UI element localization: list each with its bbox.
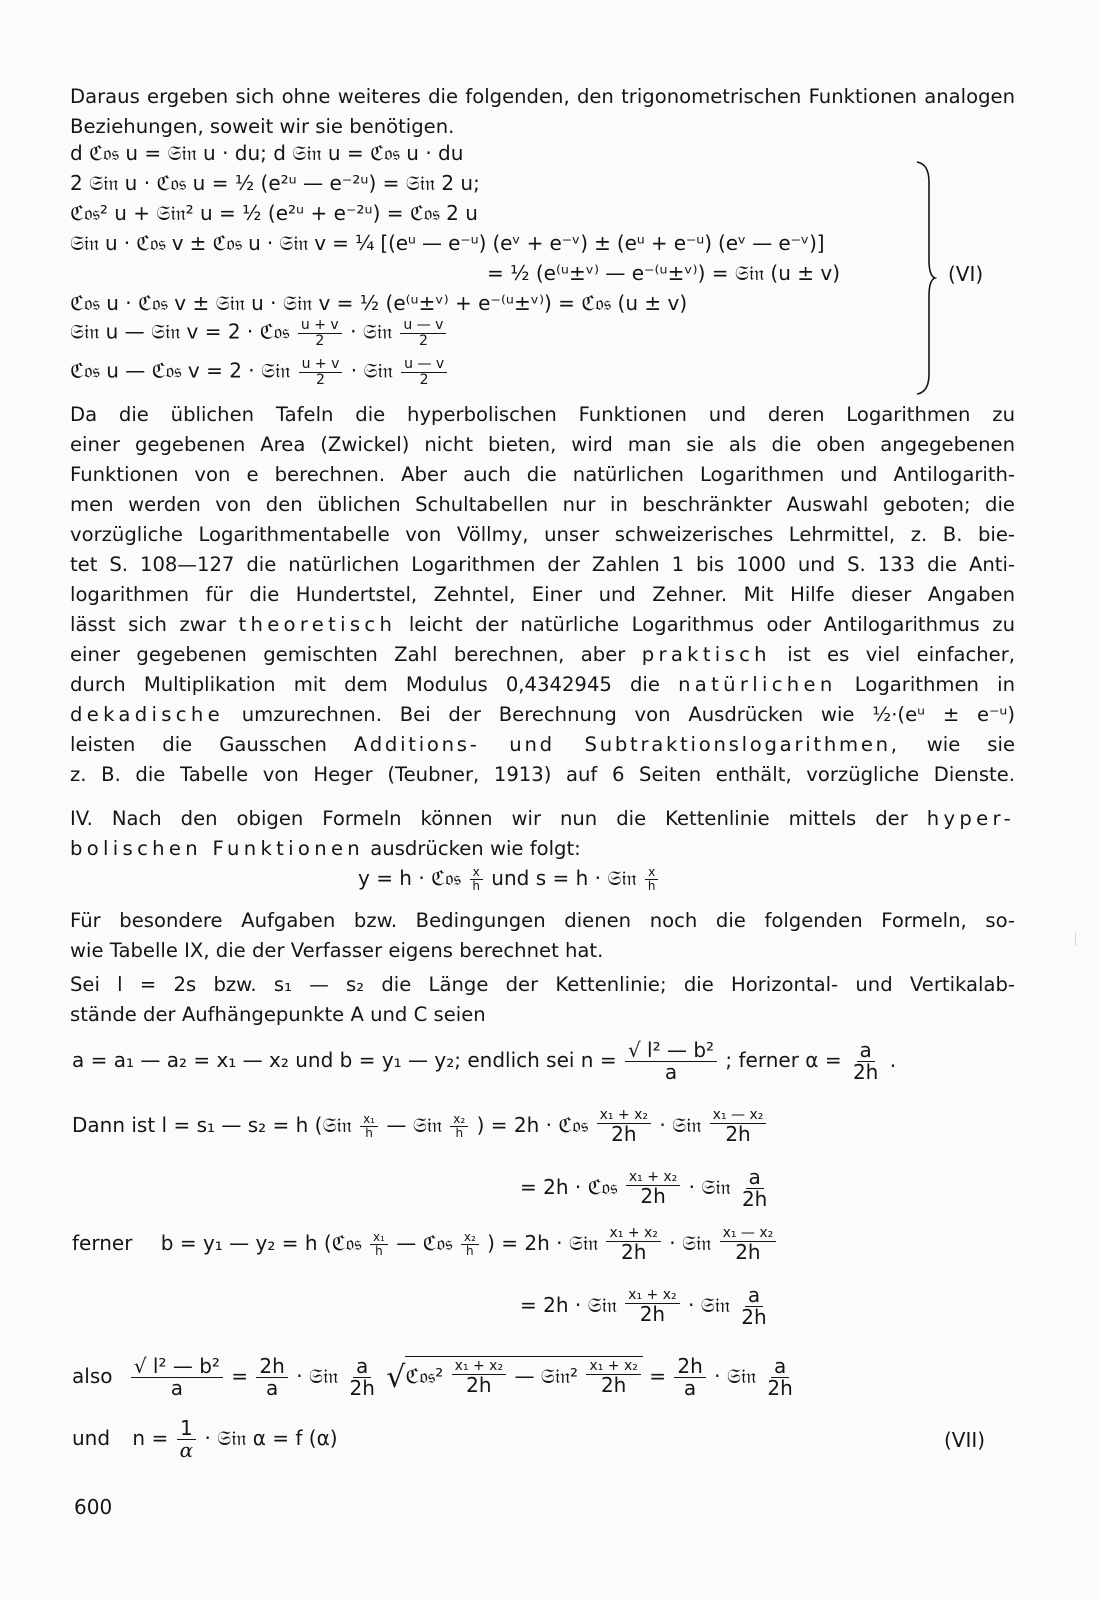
fraction-sum	[626, 1170, 680, 1207]
text-line: Für besondere Aufgaben bzw. Bedingungen dienen noch die folgenden Formeln, so-	[70, 909, 1015, 932]
radical-sign-icon: √	[386, 1360, 406, 1395]
fraction-u-minus-v	[400, 318, 446, 348]
equation-label-vii: (VII)	[944, 1428, 986, 1452]
numerator: a	[745, 1285, 763, 1307]
text-run: wie sie	[899, 733, 1015, 756]
numerator: a	[353, 1356, 371, 1378]
denominator: h	[375, 1243, 383, 1258]
denominator: 2h	[639, 1301, 666, 1326]
text-line: Da die üblichen Tafeln die hyperbolischen Funktionen und deren Logarithmen zu	[70, 403, 1015, 426]
denominator: a	[683, 1376, 697, 1400]
text-line	[70, 700, 1015, 730]
text-run: ausdrücken wie folgt:	[364, 837, 581, 860]
denominator: 2h	[600, 1372, 627, 1397]
numerator: x₁ — x₂	[710, 1108, 767, 1124]
paragraph-intro: Daraus ergeben sich ohne weiteres die folgenden, den trigonometrischen Funktionen analogen Beziehungen, soweit wir sie benötigen.	[70, 85, 1015, 138]
equation-label-vi: (VI)	[948, 262, 984, 286]
text-run: leisten die Gausschen	[70, 733, 354, 756]
formula-vi-line-3: ℭ𝔬𝔰² u + 𝔖𝔦𝔫² u = ½ (e²ᵘ + e⁻²ᵘ) = ℭ𝔬𝔰 2 u	[70, 201, 478, 225]
fraction-sum	[452, 1359, 506, 1396]
numerator: u + v	[299, 357, 343, 373]
denominator: 2h	[620, 1239, 647, 1264]
fraction-alpha	[764, 1356, 795, 1399]
formula-part: ℭ𝔬𝔰²	[405, 1364, 444, 1388]
denominator: a	[265, 1376, 279, 1400]
formula-part: n =	[132, 1426, 169, 1450]
numerator: u — v	[400, 318, 446, 334]
numerator: x	[470, 866, 483, 880]
fraction-sum	[606, 1226, 660, 1263]
formula-part: = 2h · 𝔖𝔦𝔫	[520, 1293, 617, 1317]
numerator: x₁	[360, 1113, 378, 1127]
formula-part: — 𝔖𝔦𝔫	[386, 1112, 442, 1137]
formula-distances	[72, 1040, 896, 1083]
denominator: 2h	[611, 1121, 637, 1146]
formula-part: · 𝔖𝔦𝔫	[687, 1293, 730, 1317]
numerator: x₂	[450, 1113, 468, 1127]
numerator: x₁	[370, 1231, 388, 1245]
formula-vi-line-8-mid: · 𝔖𝔦𝔫	[350, 358, 393, 383]
text-line	[70, 610, 1015, 640]
fraction-2h-a	[674, 1356, 705, 1399]
fraction-alpha	[346, 1356, 377, 1399]
numerator: 1	[177, 1418, 196, 1440]
formula-vi-line-6: ℭ𝔬𝔰 u · ℭ𝔬𝔰 v ± 𝔖𝔦𝔫 u · 𝔖𝔦𝔫 v = ½ (e⁽ᵘ±ᵛ⁾ + e⁻⁽ᵘ±ᵛ⁾) = ℭ𝔬𝔰 (u ± v)	[70, 291, 688, 315]
formula-vi-line-7-left: 𝔖𝔦𝔫 u — 𝔖𝔦𝔫 v = 2 · ℭ𝔬𝔰	[70, 319, 290, 344]
formula-part: · 𝔖𝔦𝔫	[296, 1364, 339, 1388]
text-line: logarithmen für die Hundertstel, Zehntel, Einer und Zehner. Mit Hilfe dieser Angaben	[70, 583, 1015, 606]
text-line: tet S. 108—127 die natürlichen Logarithmen der Zahlen 1 bis 1000 und S. 133 die Anti-	[70, 553, 1015, 576]
denominator: 2	[315, 332, 325, 349]
fraction-u-minus-v	[401, 357, 447, 387]
denominator: 2h	[466, 1372, 492, 1397]
text-line: Funktionen von e berechnen. Aber auch die natürlichen Logarithmen und Antilogarith-	[70, 463, 1015, 486]
formula-part: Dann ist l = s₁ — s₂ = h (𝔖𝔦𝔫	[72, 1112, 352, 1137]
text-line: Sei l = 2s bzw. s₁ — s₂ die Länge der Kettenlinie; die Horizontal- und Vertikalab-	[70, 973, 1015, 996]
formula-also	[72, 1356, 798, 1399]
text-run: einer gegebenen gemischten Zahl berechnen, aber	[70, 643, 642, 666]
fraction-x2-h	[450, 1113, 468, 1139]
formula-ferner-line-1	[72, 1226, 778, 1263]
formula-vi-line-1: d ℭ𝔬𝔰 u = 𝔖𝔦𝔫 u · du; d 𝔖𝔦𝔫 u = ℭ𝔬𝔰 u · du	[70, 141, 464, 165]
formula-vi-line-8	[70, 357, 449, 387]
text-run: lässt sich zwar	[70, 613, 239, 636]
formula-label-ferner: ferner	[72, 1230, 133, 1255]
formula-label-und: und	[72, 1426, 111, 1450]
fraction-alpha	[850, 1040, 881, 1083]
formula-vi-line-4: 𝔖𝔦𝔫 u · ℭ𝔬𝔰 v ± ℭ𝔬𝔰 u · 𝔖𝔦𝔫 v = ¼ [(eᵘ — e⁻ᵘ) (eᵛ + e⁻ᵛ) ± (eᵘ + e⁻ᵘ) (eᵛ — e⁻ᵛ)]	[70, 231, 825, 255]
denominator: 2h	[852, 1060, 879, 1084]
denominator: α	[179, 1438, 194, 1462]
numerator: x₂	[461, 1231, 479, 1245]
denominator: h	[455, 1125, 464, 1140]
right-brace-icon	[915, 160, 937, 396]
numerator: a	[771, 1356, 789, 1378]
emphasis-theoretisch: theoretisch	[238, 613, 397, 636]
formula-vi-line-7-mid: · 𝔖𝔦𝔫	[350, 319, 393, 344]
denominator: 2h	[349, 1376, 375, 1400]
fraction-alpha	[739, 1167, 770, 1210]
numerator: √ l² — b²	[625, 1040, 717, 1062]
formula-vi-line-5: = ½ (e⁽ᵘ±ᵛ⁾ — e⁻⁽ᵘ±ᵛ⁾) = 𝔖𝔦𝔫 (u ± v)	[487, 261, 841, 285]
denominator: 2h	[725, 1121, 751, 1146]
fraction-2h-a	[256, 1356, 287, 1399]
numerator: a	[746, 1167, 764, 1189]
text-line: vorzügliche Logarithmentabelle von Völlmy, unser schweizerisches Lehrmittel, z. B. bie-	[70, 523, 1015, 546]
formula-dann-line-1	[72, 1108, 768, 1145]
formula-vi-line-8-left: ℭ𝔬𝔰 u — ℭ𝔬𝔰 v = 2 · 𝔖𝔦𝔫	[70, 358, 291, 383]
emphasis-dekadische: dekadische	[70, 703, 224, 726]
fraction-x-h	[469, 866, 483, 892]
text-line: stände der Aufhängepunkte A und C seien	[70, 1003, 486, 1026]
fraction-1-alpha	[177, 1418, 197, 1461]
margin-mark	[1075, 932, 1076, 946]
formula-part: ) = 2h · ℭ𝔬𝔰	[476, 1112, 589, 1137]
fraction-alpha	[738, 1285, 769, 1328]
emphasis-natuerlichen: natürlichen	[678, 673, 837, 696]
numerator: u — v	[401, 357, 447, 373]
text-run: ist es viel einfacher,	[770, 643, 1015, 666]
fraction-x1-h	[370, 1231, 388, 1257]
numerator: √ l² — b²	[131, 1356, 223, 1378]
text-line: wie Tabelle IX, die der Verfasser eigens berechnet hat.	[70, 939, 604, 962]
numerator: a	[857, 1040, 875, 1062]
formula-part: .	[889, 1048, 897, 1072]
formula-vi-line-2: 2 𝔖𝔦𝔫 u · ℭ𝔬𝔰 u = ½ (e²ᵘ — e⁻²ᵘ) = 𝔖𝔦𝔫 2 u;	[70, 171, 480, 195]
numerator: x₁ — x₂	[720, 1226, 777, 1242]
formula-part: · 𝔖𝔦𝔫 α = f (α)	[204, 1426, 338, 1450]
numerator: x₁ + x₂	[452, 1359, 506, 1375]
formula-part: a = a₁ — a₂ = x₁ — x₂ und b = y₁ — y₂; endlich sei n =	[72, 1048, 617, 1072]
fraction-sum	[597, 1108, 651, 1145]
formula-part: · 𝔖𝔦𝔫	[659, 1112, 702, 1137]
formula-part: · 𝔖𝔦𝔫	[688, 1175, 731, 1199]
denominator: 2h	[741, 1305, 767, 1329]
formula-ferner-line-2	[520, 1285, 772, 1328]
text-line: z. B. die Tabelle von Heger (Teubner, 1913) auf 6 Seiten enthält, vorzügliche Dienste.	[70, 763, 1015, 786]
fraction-diff	[710, 1108, 767, 1145]
fraction-u-plus-v	[299, 357, 343, 387]
denominator: 2h	[735, 1239, 761, 1264]
formula-part: = 2h · ℭ𝔬𝔰	[520, 1175, 618, 1199]
denominator: h	[466, 1243, 474, 1258]
text-line	[70, 670, 1015, 700]
formula-label-also: also	[72, 1364, 113, 1388]
radicand	[405, 1356, 642, 1396]
text-run: umzurechnen. Bei der Berechnung von Ausdrücken wie ½·(eᵘ ± e⁻ᵘ)	[223, 703, 1015, 726]
formula-part: ) = 2h · 𝔖𝔦𝔫	[487, 1230, 599, 1255]
formula-part: =	[231, 1364, 249, 1388]
formula-part: b = y₁ — y₂ = h (ℭ𝔬𝔰	[160, 1230, 362, 1255]
formula-part: · 𝔖𝔦𝔫	[669, 1230, 712, 1255]
formula-part: ; ferner α =	[725, 1048, 842, 1072]
formula-part: y = h · ℭ𝔬𝔰	[358, 866, 461, 890]
fraction-root	[131, 1356, 223, 1399]
fraction-sum	[586, 1359, 640, 1396]
fraction-u-plus-v	[298, 318, 342, 348]
denominator: 2	[418, 332, 428, 349]
fraction-n	[625, 1040, 717, 1083]
text-line	[70, 804, 1015, 834]
text-line: einer gegebenen Area (Zwickel) nicht bieten, wird man sie als die oben angegebenen	[70, 433, 1015, 456]
fraction-x1-h	[360, 1113, 378, 1139]
formula-vi-line-7	[70, 318, 448, 348]
denominator: 2h	[640, 1183, 666, 1208]
text-line	[70, 730, 1015, 760]
formula-catenary	[358, 866, 661, 893]
text-line	[70, 834, 1015, 864]
emphasis-hyper: hyper-	[926, 807, 1015, 830]
text-run: durch Multiplikation mit dem Modulus 0,4342945 die	[70, 673, 679, 696]
fraction-diff	[720, 1226, 777, 1263]
numerator: x₁ + x₂	[597, 1108, 651, 1124]
numerator: x₁ + x₂	[625, 1288, 679, 1304]
numerator: x₁ + x₂	[606, 1226, 660, 1242]
denominator: 2	[419, 371, 429, 388]
denominator: a	[664, 1060, 678, 1084]
formula-dann-line-2	[520, 1167, 772, 1210]
numerator: x₁ + x₂	[586, 1359, 640, 1375]
fraction-x-h	[645, 866, 659, 892]
numerator: 2h	[256, 1356, 287, 1378]
formula-part: — ℭ𝔬𝔰	[396, 1230, 453, 1255]
formula-part: =	[649, 1364, 666, 1388]
fraction-sum	[625, 1288, 679, 1325]
emphasis-logarithmen: Additions- und Subtraktionslogarithmen,	[353, 733, 900, 756]
page-number: 600	[74, 1495, 113, 1519]
denominator: a	[170, 1376, 184, 1400]
text-run: Logarithmen in	[836, 673, 1015, 696]
denominator: h	[647, 879, 656, 893]
numerator: x₁ + x₂	[626, 1170, 680, 1186]
text-run: leicht der natürliche Logarithmus oder Antilogarithmus zu	[396, 613, 1015, 636]
emphasis-bolischen-funktionen: bolischen Funktionen	[70, 837, 365, 860]
formula-und	[72, 1418, 338, 1461]
text-line: men werden von den üblichen Schultabellen nur in beschränkter Auswahl geboten; die	[70, 493, 1015, 516]
denominator: 2	[316, 371, 325, 388]
emphasis-praktisch: praktisch	[641, 643, 771, 666]
formula-part: — 𝔖𝔦𝔫²	[514, 1364, 579, 1388]
denominator: h	[472, 879, 480, 893]
fraction-x2-h	[461, 1231, 479, 1257]
numerator: x	[645, 866, 658, 880]
formula-part: · 𝔖𝔦𝔫	[714, 1364, 757, 1388]
denominator: h	[365, 1125, 373, 1140]
formula-part: und s = h · 𝔖𝔦𝔫	[491, 866, 637, 890]
denominator: 2h	[741, 1187, 768, 1211]
numerator: 2h	[674, 1356, 705, 1378]
denominator: 2h	[767, 1376, 793, 1400]
text-line	[70, 640, 1015, 670]
text-run: IV. Nach den obigen Formeln können wir nun die Kettenlinie mittels der	[70, 807, 927, 830]
numerator: u + v	[298, 318, 342, 334]
